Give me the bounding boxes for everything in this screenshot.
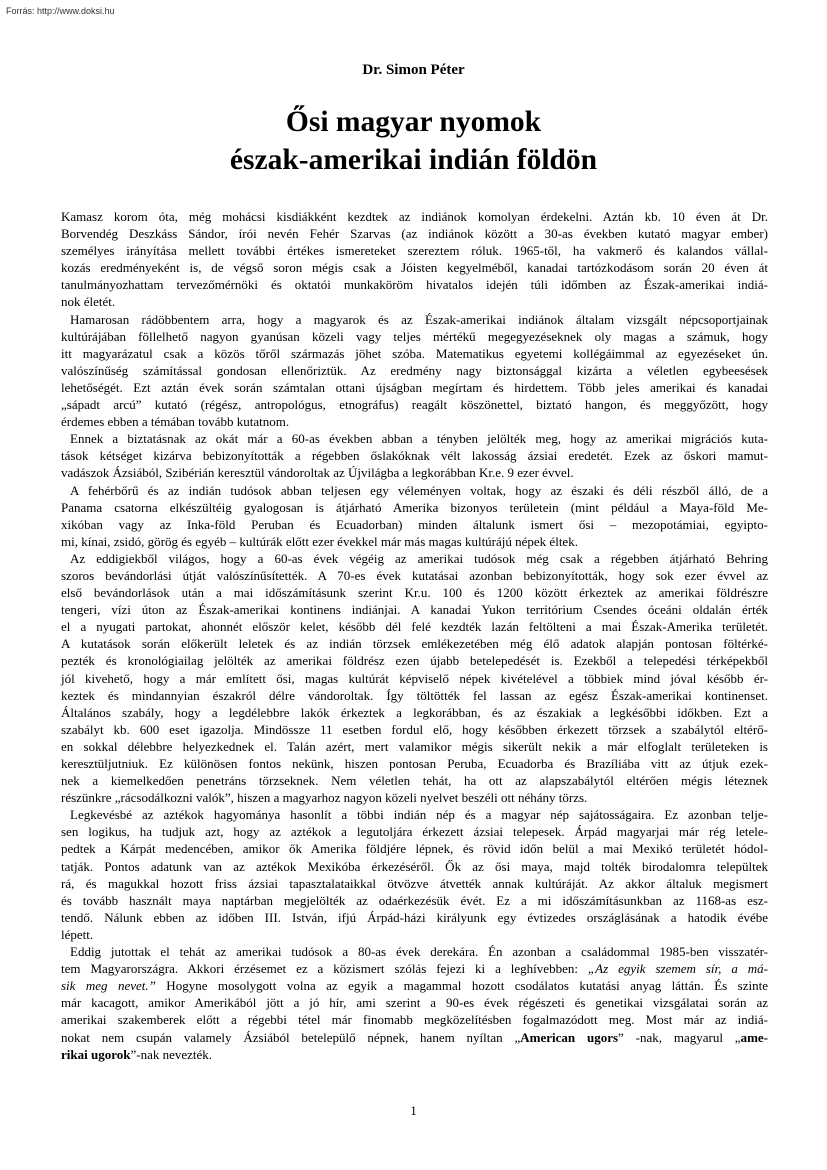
text-line	[61, 755, 768, 772]
text-span: érdemes ebben a témában tovább kutatnom.	[61, 414, 290, 430]
bold-text: American ugors	[520, 1029, 619, 1045]
text-span: tanulmányozhattam tervezőmérnöki és oktatói munkaköröm hivatalos idején túli időmben az Észak-amerikai indiá-	[61, 277, 768, 293]
text-line	[61, 943, 768, 960]
text-span: kozás eredményeként is, de végső soron mégis csak a Jóisten kegyelméből, kanadai tartózkodásom során 20 éven át	[61, 260, 768, 276]
text-line	[61, 516, 768, 533]
page-number: 1	[410, 1103, 417, 1118]
text-line	[61, 328, 768, 345]
article-body	[61, 208, 768, 1063]
text-line	[61, 225, 768, 242]
text-line	[61, 242, 768, 259]
text-line	[61, 960, 768, 977]
italic-text: „Az egyik szemem sír, a má-	[587, 961, 768, 977]
italic-text: sik meg nevet.”	[61, 978, 156, 994]
text-span: Borvendég Deszkáss Sándor, írói nevén Fehér Szarvas (az indiánok között a 30-as években kutató magyar ember)	[61, 226, 768, 242]
text-line	[61, 721, 768, 738]
text-line	[61, 789, 768, 806]
text-line	[61, 687, 768, 704]
text-line	[61, 293, 768, 310]
text-span: jól kivehető, hogy a már említett ősi, magas kultúrát képviselő népek kivételével a többiek mind jóval később ér-	[61, 670, 768, 686]
text-line	[61, 601, 768, 618]
text-line	[61, 806, 768, 823]
text-span: részünkre „rácsodálkozni valók”, hiszen a magyarhoz nagyon közeli nyelvet beszéli ott néhány törzs.	[61, 790, 588, 806]
text-line	[61, 772, 768, 789]
text-span: nokat nem csupán valamely Ázsiából betelepülő népnek, hanem nyíltan „	[61, 1029, 521, 1045]
text-span: „sápadt arcú” kutató (régész, antropológus, etnográfus) reagált köszönettel, biztató hangon, és meggyőzött, hogy	[61, 397, 768, 413]
text-span: Legkevésbé az aztékok hagyománya hasonlít a többi indián nép és a magyar nép sajátosságaira. Ez azonban telje-	[70, 807, 768, 823]
text-span: A kutatások során előkerült leletek és az indián törzsek emlékezetében még élő adatok alapján pontosan föltérké-	[61, 636, 768, 652]
text-line	[61, 208, 768, 225]
text-span: Hogyne mosolygott volna az egyik a magammal hozott csodálatos kutatási anyag láttán. És szinte	[155, 978, 768, 994]
text-line	[61, 430, 768, 447]
text-span: Eddig jutottak el tehát az amerikai tudósok a 80-as évek derekára. Én azonban a családommal 1985-ben visszatér-	[70, 944, 768, 960]
text-span: ”-nak nevezték.	[130, 1046, 213, 1062]
bold-text: ame-	[740, 1029, 768, 1045]
text-span: Panama csatorna elkészültéig gyalogosan is átjárható Amerika bizonyos területein (mint például a Maya-föld Me-	[61, 499, 768, 515]
text-line	[61, 259, 768, 276]
text-span: szabályt kb. 600 eset igazolja. Mindössze 11 esetben fordul elő, hogy későbben érkezett törzsek a szabálytól eltérő-	[61, 721, 768, 737]
text-span: Általános szabály, hogy a legdélebbre lakók érkeztek a legkorábban, és az északiak a legkésőbbi időkben. Ezt a	[61, 704, 768, 720]
text-line	[61, 1029, 768, 1046]
text-line	[61, 823, 768, 840]
text-line	[61, 345, 768, 362]
text-line	[61, 396, 768, 413]
text-span: valószínűség számítással gondosan ellenőriztük. Az eredmény nagy biztonsággal kizárta a véletlen egybeesések	[61, 362, 768, 378]
title-line-1: Ősi magyar nyomok	[285, 106, 542, 138]
text-line	[61, 875, 768, 892]
text-span: és tovább használt maya naptárban megjelölték az odaérkezésük évét. Ez a mi időszámításunkban az 1168-as esz-	[61, 892, 768, 908]
text-span: Az eddigiekből világos, hogy a 60-as évek végéig az amerikai tudósok még csak a régebben átjárható Behring	[70, 550, 768, 566]
text-span: szoros bevándorlási útját valószínűsítették. A 70-es évek kutatásai azonban bebizonyították, hogy sok ezer évvel az	[61, 567, 768, 583]
document-title	[0, 103, 827, 179]
text-span: Ennek a biztatásnak az okát már a 60-as években abban a tényben jelölték meg, hogy az amerikai migrációs kuta-	[70, 431, 768, 447]
text-span: keztek és mindannyian északról délre vándoroltak. Így töltötték fel lassan az egész Észak-amerikai kontinenset.	[61, 687, 768, 703]
text-span: rá, és magukkal hozott friss ázsiai tapasztalataikkal ötvözve átvették annak kultúráját. Az akkor általuk megismert	[61, 875, 768, 891]
text-line	[61, 276, 768, 293]
text-line	[61, 533, 768, 550]
text-span: amerikai szakemberek előtt a régebbi tétel már finomabb megközelítésben fogalmazódott meg. Most már az indiá-	[61, 1012, 768, 1028]
text-span: kultúrájában föllelhető nagyon gyanúsan közeli vagy teljes mértékű megegyezéseknek oly magas a számuk, hogy	[61, 328, 768, 344]
text-span: en sokkal délebbre helyezkednek el. Talán azért, mert valamikor mégis sikerült nekik a már elfoglalt területeken is	[61, 738, 768, 754]
text-line	[61, 909, 768, 926]
text-span: tengeri, vízi úton az Észak-amerikai kontinens indiánjai. A kanadai Yukon territórium Csendes óceáni oldalán érték	[61, 602, 768, 618]
text-line	[61, 652, 768, 669]
text-line	[61, 482, 768, 499]
text-span: lépett.	[61, 926, 94, 942]
text-line	[61, 892, 768, 909]
text-line	[61, 738, 768, 755]
text-span: lehetőségét. Ezt aztán évek során számtalan ottani újságban megírtam és hirdettem. Több jeles amerikai és kanadai	[61, 379, 768, 395]
text-line	[61, 994, 768, 1011]
title-line-2: észak-amerikai indián földön	[229, 144, 598, 176]
text-line	[61, 464, 768, 481]
text-line	[61, 635, 768, 652]
text-line	[61, 413, 768, 430]
text-span: mi, kínai, zsidó, görög és egyéb – kultúrák előtt ezer évekkel már más magas kultúrájú népek éltek.	[61, 533, 578, 549]
text-line	[61, 584, 768, 601]
text-line	[61, 926, 768, 943]
text-span: Hamarosan rádöbbentem arra, hogy a magyarok és az Észak-amerikai indiánok általam vizsgált népcsoportjainak	[70, 311, 768, 327]
text-line	[61, 670, 768, 687]
text-span: A fehérbőrű és az indián tudósok abban teljesen egy véleményen voltak, hogy az északi és déli részből álló, de a	[70, 482, 768, 498]
text-span: nek a kiemelkedően penetráns törzseknek. Nem véletlen tehát, ha ott az alapszabálytól eltérően mégis léteznek	[61, 773, 768, 789]
author-name: Dr. Simon Péter	[362, 62, 465, 78]
text-line	[61, 618, 768, 635]
text-span: sen logikus, ha tudjuk azt, hogy az aztékok a legutoljára érkezett ázsiai telepesek. Árpád magyarjai már rég letele-	[61, 824, 768, 840]
text-span: tatják. Pontos adatunk van az aztékok Mexikóba érkezéséről. Ők az ősi maya, majd tolték birodalomra települtek	[61, 858, 768, 874]
text-span: ” -nak, magyarul „	[618, 1029, 741, 1045]
text-line	[61, 977, 768, 994]
text-span: tem Magyarországra. Akkori érzésemet ez a közismert szólás fejezi ki a leghívebben:	[61, 961, 588, 977]
text-span: személyes irányítása mellett további értékes ismereteket szereztem róluk. 1965-től, ha vakmerő és kalandos vállal-	[61, 243, 768, 259]
source-url-header: Forrás: http://www.doksi.hu	[6, 6, 115, 16]
text-span: pezték és kronológiailag jelölték az amerikai földrész ezen újabb betelepedését is. Ezekből a telepedési térképekből	[61, 653, 768, 669]
text-span: már kacagott, amikor Amerikából jött a jó hír, ami szerint a 90-es évek régészeti és genetikai vizsgálatai során az	[61, 995, 768, 1011]
text-line	[61, 1011, 768, 1028]
text-line	[61, 840, 768, 857]
text-span: el a nyugati partokat, ahonnét először kelet, később dél felé kezdték lazán feltölteni a mai Észak-Amerika területét.	[61, 619, 768, 635]
text-span: itt magyarázatul csak a közös tőről származás jöhet szóba. Matematikus egyetemi kollégáimmal az egyezéseket ún.	[61, 345, 768, 361]
text-span: xikóban vagy az Inka-föld Peruban és Ecuadorban) minden általunk ismert ősi – mezopotámiai, egyipto-	[61, 516, 768, 532]
text-span: keresztüljutniuk. Ez különösen fontos nekünk, hiszen pontosan Peruba, Ecuadorba és Brazíliába vitt az útjuk ezek-	[61, 756, 768, 771]
text-span: első bevándorlások után a mai időszámításunk szerint Kr.u. 100 és 1200 között érkeztek az amerikai földrészre	[61, 585, 768, 601]
text-span: Kamasz korom óta, még mohácsi kisdiákként kezdtek az indiánok komolyan érdekelni. Aztán kb. 10 éven át Dr.	[61, 209, 768, 224]
bold-text: rikai ugorok	[61, 1046, 131, 1062]
text-line	[61, 379, 768, 396]
text-line	[61, 311, 768, 328]
text-line	[61, 447, 768, 464]
text-span: tendő. Nálunk ebben az időben III. István, ifjú Árpád-házi királyunk egy évtizedes országlásának a hatodik évébe	[61, 909, 768, 925]
text-line	[61, 499, 768, 516]
text-line	[61, 1046, 768, 1063]
text-span: pedtek a Kárpát medencében, amikor ők Amerika földjére lépnek, és rövid időn belül a mai Mexikó területét hódol-	[61, 841, 768, 857]
text-span: nok életét.	[61, 294, 116, 310]
text-line	[61, 550, 768, 567]
text-span: tások kétséget kizárva bebizonyították a régebben őslakóknak vélt lakosság ázsiai eredetét. Ezek az őskori mamut-	[61, 448, 768, 464]
text-line	[61, 567, 768, 584]
text-span: vadászok Ázsiából, Szibérián keresztül vándoroltak az Újvilágba a legkorábban Kr.e. 9 ezer évvel.	[61, 465, 574, 481]
text-line	[61, 362, 768, 379]
text-line	[61, 858, 768, 875]
text-line	[61, 704, 768, 721]
